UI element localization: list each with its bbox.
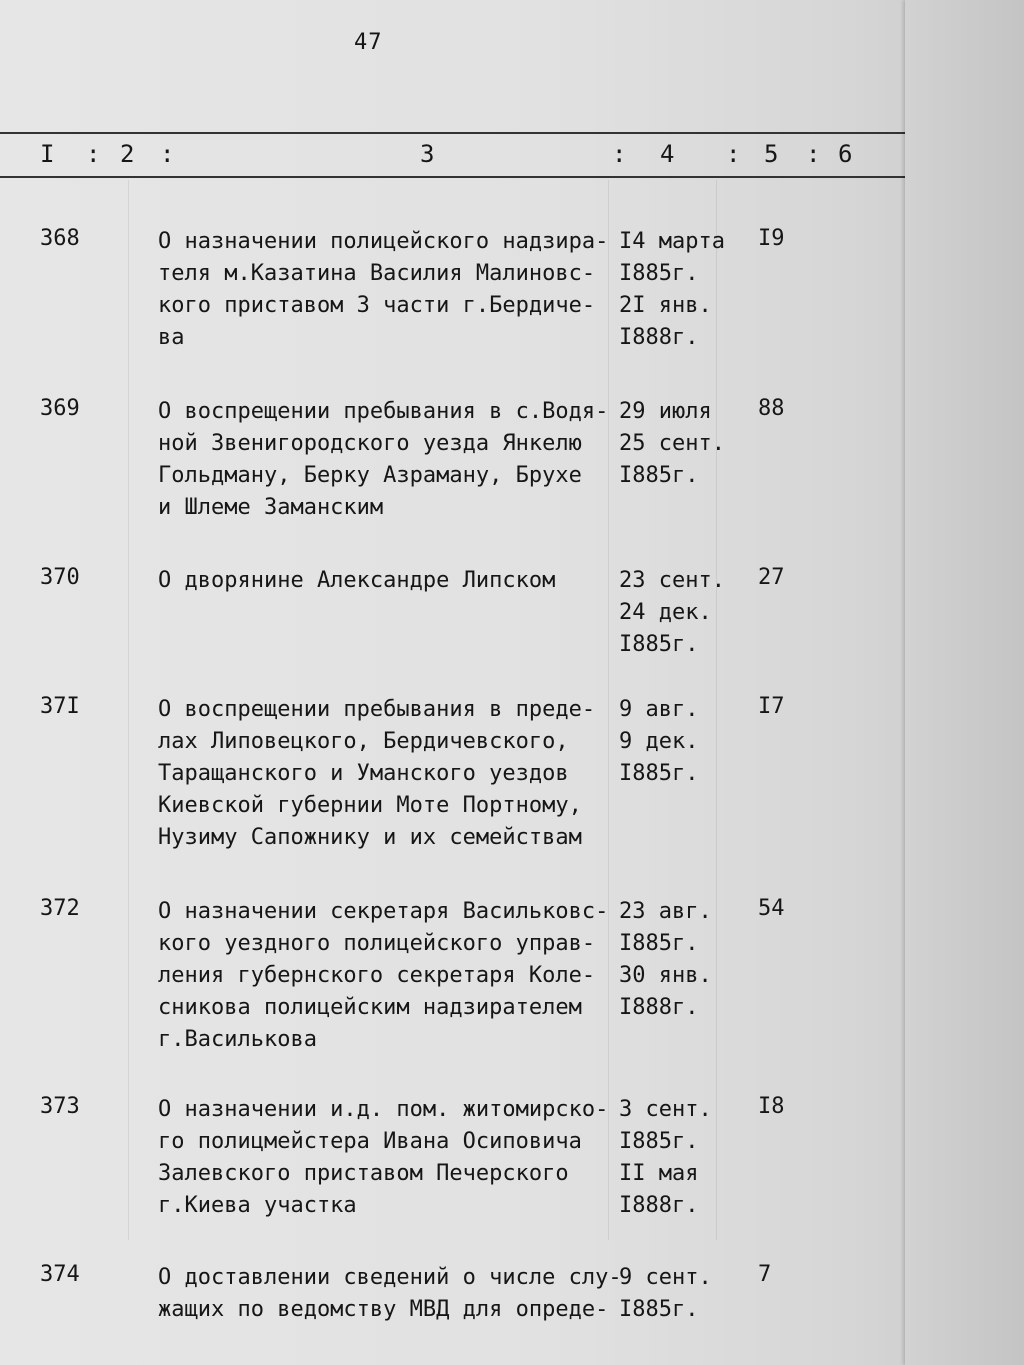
- entry-number: 370: [40, 565, 80, 590]
- entry-title: О воспрещении пребывания в преде- лах Липовецкого, Бердичевского, Таращанского и Уманского уездов Киевской губернии Моте Портному, Нузиму Сапожнику и их семействам: [158, 697, 596, 850]
- bleed-through-heading: [340, 88, 360, 128]
- entry-dates: 29 июля 25 сент. I885г.: [619, 399, 725, 488]
- entry-title: О назначении полицейского надзира- теля м.Казатина Василия Малиновс- кого приставом 3 части г.Бердиче- ва: [158, 229, 609, 350]
- entry-dates: I4 марта I885г. 2I янв. I888г.: [619, 229, 725, 350]
- entry-dates: 23 сент. 24 дек. I885г.: [619, 568, 725, 657]
- entry-number: 372: [40, 896, 80, 921]
- entry-title: О доставлении сведений о числе слу- жащих по ведомству МВД для опреде-: [158, 1265, 622, 1322]
- entry-sheet-count: 88: [758, 396, 785, 421]
- entry-dates: 9 авг. 9 дек. I885г.: [619, 697, 699, 786]
- entry-sheet-count: 7: [758, 1262, 772, 1287]
- entry-sheet-count: 27: [758, 565, 785, 590]
- entry-dates: 9 сент. I885г.: [619, 1265, 712, 1322]
- bleed-column-line: [128, 180, 129, 1240]
- entry-dates: 3 сент. I885г. II мая I888г.: [619, 1097, 712, 1218]
- header-top-rule: [0, 132, 905, 134]
- entry-number: 369: [40, 396, 80, 421]
- entry-dates: 23 авг. I885г. 30 янв. I888г.: [619, 899, 712, 1020]
- column-separator: :: [612, 140, 627, 168]
- column-header-3: 3: [420, 140, 435, 168]
- entry-title: О назначении и.д. пом. житомирско- го полицмейстера Ивана Осиповича Залевского приставом Печерского г.Киева участка: [158, 1097, 609, 1218]
- header-bottom-rule: [0, 176, 905, 178]
- column-separator: :: [806, 140, 821, 168]
- next-page-edge: [905, 0, 1024, 1365]
- entry-number: 373: [40, 1094, 80, 1119]
- page-number: 47: [354, 30, 383, 55]
- column-separator: :: [160, 140, 175, 168]
- column-header-4: 4: [660, 140, 675, 168]
- column-header-6: 6: [838, 140, 853, 168]
- entry-number: 374: [40, 1262, 80, 1287]
- column-header-5: 5: [764, 140, 779, 168]
- entry-number: 37I: [40, 694, 80, 719]
- entry-number: 368: [40, 226, 80, 251]
- entry-sheet-count: I9: [758, 226, 785, 251]
- column-header-1: I: [40, 140, 55, 168]
- entry-title: О дворянине Александре Липском: [158, 568, 556, 593]
- entry-title: О назначении секретаря Васильковс- кого уездного полицейского управ- ления губернского секретаря Коле- сникова полицейским надзирателем г.Василькова: [158, 899, 609, 1052]
- entry-sheet-count: I7: [758, 694, 785, 719]
- entry-title: О воспрещении пребывания в с.Водя- ной Звенигородского уезда Янкелю Гольдману, Берку Азраману, Брухе и Шлеме Заманским: [158, 399, 609, 520]
- entry-sheet-count: 54: [758, 896, 785, 921]
- column-separator: :: [726, 140, 741, 168]
- column-header-2: 2: [120, 140, 135, 168]
- column-separator: :: [86, 140, 101, 168]
- entry-sheet-count: I8: [758, 1094, 785, 1119]
